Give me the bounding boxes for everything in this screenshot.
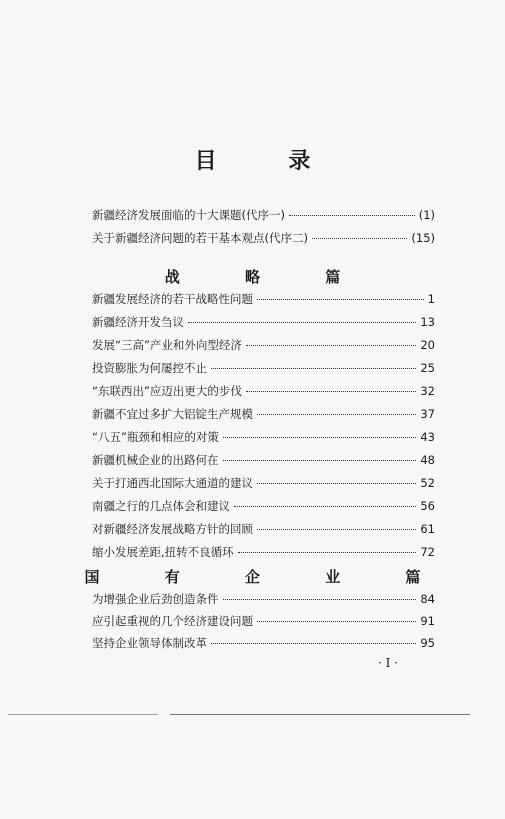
toc-entry-label: “八五”瓶颈和相应的对策 (92, 430, 219, 444)
toc-entry-label: 对新疆经济发展战略方针的回顾 (92, 522, 253, 536)
page-title: 目 录 (194, 148, 343, 174)
section-heading-state-enterprise: 国 有 企 业 篇 (84, 568, 451, 586)
toc-entry-page: 25 (420, 361, 435, 375)
toc-entry-page: 37 (420, 407, 435, 421)
dot-leader (246, 391, 416, 392)
toc-entry-page: 72 (420, 545, 435, 559)
scan-edge-line (170, 714, 470, 715)
toc-entry-label: 新疆经济开发刍议 (92, 315, 184, 329)
toc-entry-preface-1 (92, 206, 435, 224)
dot-leader (246, 345, 416, 346)
dot-leader (223, 460, 417, 461)
toc-entry (92, 474, 435, 492)
toc-entry (92, 290, 435, 308)
dot-leader (211, 368, 416, 369)
toc-entry (92, 543, 435, 561)
dot-leader (257, 621, 416, 622)
toc-entry (92, 336, 435, 354)
dot-leader (257, 299, 424, 300)
toc-entry (92, 634, 435, 652)
dot-leader (211, 643, 416, 644)
toc-entry-page: (1) (418, 208, 435, 222)
dot-leader (289, 215, 415, 216)
toc-entry-page: (15) (411, 231, 435, 245)
toc-entry-page: 52 (420, 476, 435, 490)
toc-entry (92, 313, 435, 331)
toc-entry-label: 新疆机械企业的出路何在 (92, 453, 219, 467)
dot-leader (223, 437, 416, 438)
toc-entry-page: 61 (420, 522, 435, 536)
page-folio: · I · (378, 656, 398, 670)
toc-entry-label: 新疆经济发展面临的十大课题(代序一) (92, 208, 285, 222)
toc-entry-page: 32 (420, 384, 435, 398)
toc-entry (92, 382, 435, 400)
toc-entry-label: 关于打通西北国际大通道的建议 (92, 476, 253, 490)
toc-entry-page: 1 (427, 292, 435, 306)
dot-leader (257, 529, 416, 530)
dot-leader (312, 238, 407, 239)
toc-entry-page: 20 (420, 338, 435, 352)
dot-leader (234, 506, 416, 507)
toc-entry (92, 451, 435, 469)
toc-entry-label: 关于新疆经济问题的若干基本观点(代序二) (92, 231, 308, 245)
dot-leader (257, 483, 416, 484)
toc-entry-page: 48 (420, 453, 435, 467)
toc-entry-page: 84 (420, 592, 435, 606)
toc-entry (92, 590, 435, 608)
toc-entry-page: 91 (420, 614, 435, 628)
toc-entry-label: 南疆之行的几点体会和建议 (92, 499, 230, 513)
section-heading-strategy: 战 略 篇 (164, 268, 371, 286)
toc-entry (92, 428, 435, 446)
toc-entry (92, 520, 435, 538)
dot-leader (257, 414, 416, 415)
toc-entry-page: 95 (420, 636, 435, 650)
scan-edge-line (8, 714, 158, 715)
toc-entry-page: 56 (420, 499, 435, 513)
dot-leader (223, 599, 417, 600)
toc-entry-preface-2 (92, 229, 435, 247)
toc-entry-label: 缩小发展差距,扭转不良循环 (92, 545, 234, 559)
toc-entry-label: 新疆不宜过多扩大铝锭生产规模 (92, 407, 253, 421)
toc-entry-label: 坚持企业领导体制改革 (92, 636, 207, 650)
toc-entry-label: “东联西出”应迈出更大的步伐 (92, 384, 242, 398)
toc-entry-label: 新疆发展经济的若干战略性问题 (92, 292, 253, 306)
toc-entry-page: 43 (420, 430, 435, 444)
toc-entry-label: 发展“三高”产业和外向型经济 (92, 338, 242, 352)
toc-entry-label: 为增强企业后劲创造条件 (92, 592, 219, 606)
dot-leader (188, 322, 416, 323)
dot-leader (238, 552, 417, 553)
toc-entry (92, 497, 435, 515)
toc-entry-label: 应引起重视的几个经济建设问题 (92, 614, 253, 628)
toc-entry (92, 405, 435, 423)
toc-entry-label: 投资膨胀为何屡控不止 (92, 361, 207, 375)
toc-entry (92, 359, 435, 377)
toc-entry (92, 612, 435, 630)
toc-entry-page: 13 (420, 315, 435, 329)
